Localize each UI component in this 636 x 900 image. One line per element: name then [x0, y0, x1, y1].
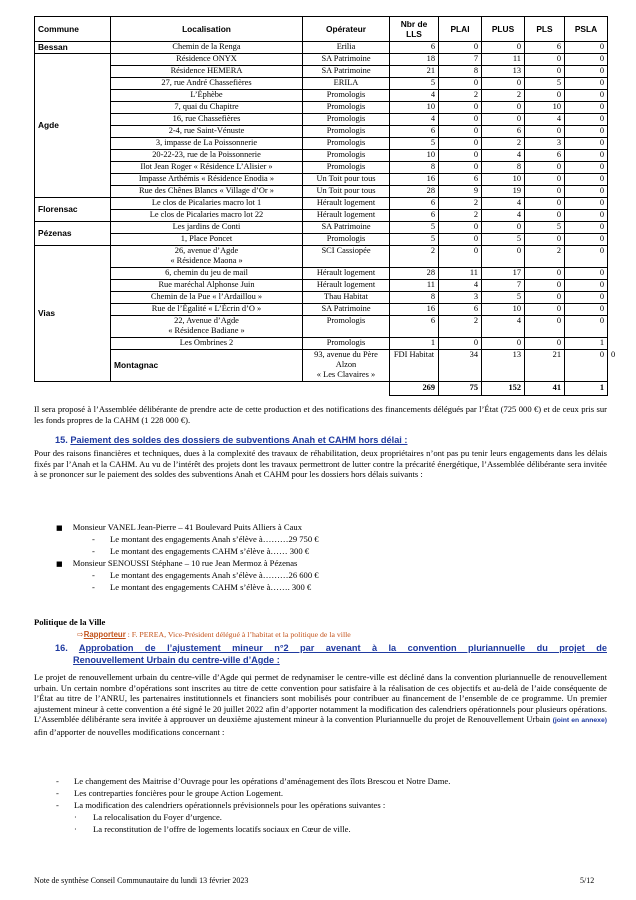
cell-plus: 0 [482, 78, 525, 90]
localisation-line: Les jardins de Conti [172, 222, 241, 231]
subitem-reconstitution-text: La reconstitution de l’offre de logements locatifs sociaux en Cœur de ville. [93, 824, 351, 834]
cell-nbr-lls: 16 [390, 174, 439, 186]
cell-plus: 5 [482, 291, 525, 303]
cell-operateur: Promologis [303, 337, 390, 349]
section-16-body-b: afin d’apporter de nouvelles modifications concernant : [34, 726, 225, 737]
item-contreparties-text: Les contreparties foncières pour le groupe Action Logement. [74, 788, 284, 798]
cell-plai: 0 [439, 42, 482, 54]
table-row [35, 78, 608, 90]
cell-psla: 0 [565, 90, 608, 102]
cell-plai: 0 [439, 162, 482, 174]
cell-nbr-lls: 16 [390, 303, 439, 315]
cell-localisation [111, 150, 303, 162]
table-row [35, 267, 608, 279]
cell-localisation [111, 42, 303, 54]
cell-psla: 0 [565, 114, 608, 126]
cell-nbr-lls: 4 [390, 114, 439, 126]
localisation-line: Rue des Chênes Blancs « Village d’Or » [139, 186, 274, 195]
localisation-line: 27, rue André Chassefières [161, 78, 252, 87]
cell-operateur: Hérault logement [303, 210, 390, 222]
cell-plus: 0 [482, 102, 525, 114]
localisation-line: 20-22-23, rue de la Poissonnerie [152, 150, 261, 159]
section-16-heading-1: Approbation de l’ajustement mineur n°2 par avenant à la convention pluriannuelle du projet de [78, 643, 607, 653]
cell-plus: 8 [482, 162, 525, 174]
cell-operateur: Promologis [303, 126, 390, 138]
cell-plus: 19 [482, 186, 525, 198]
footer-title: Note de synthèse Conseil Communautaire du lundi 13 février 2023 [34, 876, 249, 885]
cell-operateur: SA Patrimoine [303, 222, 390, 234]
cell-localisation [111, 291, 303, 303]
cell-operateur: Erilia [303, 42, 390, 54]
cell-localisation [111, 114, 303, 126]
localisation-line: Le clos de Picalaries macro lot 1 [151, 198, 262, 207]
header-plai: PLAI [439, 17, 482, 42]
cell-pls: 0 [525, 267, 565, 279]
cell-nbr-lls: 10 [390, 102, 439, 114]
table-row [35, 303, 608, 315]
cell-pls: 0 [525, 90, 565, 102]
cell-operateur: Promologis [303, 234, 390, 246]
cell-localisation [111, 90, 303, 102]
owner-1 [56, 522, 302, 534]
cell-localisation [111, 138, 303, 150]
cell-plai: 0 [439, 78, 482, 90]
localisation-line: 22, Avenue d’Agde [174, 315, 239, 325]
rapporteur-label: Rapporteur [83, 630, 126, 639]
cell-nbr-lls: 6 [390, 210, 439, 222]
localisation-line: 1, Place Poncet [180, 234, 233, 243]
cell-plus: 0 [482, 42, 525, 54]
cell-psla: 0 [565, 150, 608, 162]
table-row [35, 186, 608, 198]
cell-localisation [111, 246, 303, 268]
total-psla: 1 [565, 381, 608, 395]
cell-nbr-lls: 6 [390, 315, 439, 337]
cell-operateur: Hérault logement [303, 198, 390, 210]
cell-nbr-lls: 4 [390, 90, 439, 102]
section-16-body [34, 672, 607, 738]
header-commune: Commune [35, 17, 111, 42]
localisation-line: Impasse Arthémis « Résidence Enodia » [138, 174, 275, 183]
cell-psla: 0 [565, 210, 608, 222]
cell-localisation [111, 315, 303, 337]
cell-operateur: SA Patrimoine [303, 54, 390, 66]
cell-plai: 9 [439, 186, 482, 198]
cell-nbr-lls: 6 [390, 126, 439, 138]
total-nbr-lls: 269 [390, 381, 439, 395]
cell-plus: 13 [482, 66, 525, 78]
cell-plai: 0 [439, 337, 482, 349]
table-body [35, 42, 616, 396]
cell-nbr-lls: 6 [390, 42, 439, 54]
owner-2-cahm-text: Le montant des engagements CAHM s’élève à……. 300 € [110, 582, 312, 592]
cell-localisation [111, 66, 303, 78]
cell-psla: 0 [565, 222, 608, 234]
cell-plai: 13 [482, 349, 525, 381]
cell-plai: 0 [439, 138, 482, 150]
cell-commune: Bessan [35, 42, 111, 54]
table-row [35, 150, 608, 162]
cell-psla: 0 [565, 126, 608, 138]
localisation-line: 2-4, rue Saint-Vénuste [168, 126, 245, 135]
cell-psla: 0 [565, 42, 608, 54]
cell-localisation [111, 337, 303, 349]
cell-nbr-lls: 28 [390, 186, 439, 198]
table-row [35, 174, 608, 186]
cell-plus: 11 [482, 54, 525, 66]
total-plai: 75 [439, 381, 482, 395]
cell-plus: 4 [482, 198, 525, 210]
localisation-line: 3, impasse de La Poissonnerie [155, 138, 258, 147]
cell-pls: 0 [525, 303, 565, 315]
cell-plus: 5 [482, 234, 525, 246]
page-number: 5/12 [580, 876, 595, 885]
cell-plai: 0 [439, 150, 482, 162]
owner-2-label: Monsieur SENOUSSI Stéphane – 10 rue Jean Mermoz à Pézenas [72, 558, 298, 568]
cell-nbr-lls: 5 [390, 222, 439, 234]
cell-plai: 2 [439, 210, 482, 222]
cell-pls: 0 [525, 315, 565, 337]
cell-plai: 0 [439, 114, 482, 126]
cell-nbr-lls: 5 [390, 138, 439, 150]
localisation-line: Le clos de Picalaries macro lot 22 [149, 210, 264, 219]
politique-heading: Politique de la Ville [34, 617, 106, 627]
cell-pls: 3 [525, 138, 565, 150]
table-row [35, 246, 608, 268]
rapporteur-text: : F. PEREA, Vice-Président délégué à l’habitat et la politique de la ville [125, 630, 351, 639]
cell-operateur: ERILA [303, 78, 390, 90]
cell-operateur: Promologis [303, 114, 390, 126]
cell-operateur: Promologis [303, 102, 390, 114]
table-row [35, 126, 608, 138]
table-header-row [35, 17, 608, 42]
cell-pls: 0 [525, 54, 565, 66]
cell-operateur: Promologis [303, 315, 390, 337]
cell-plus: 4 [482, 315, 525, 337]
cell-psla: 0 [565, 303, 608, 315]
section-16-number: 16. [55, 643, 68, 653]
cell-pls: 6 [525, 150, 565, 162]
section-15-title [55, 434, 407, 446]
cell-pls: 5 [525, 78, 565, 90]
section-16-title [55, 642, 607, 666]
subitem-foyer-text: La relocalisation du Foyer d’urgence. [93, 812, 222, 822]
cell-operateur: SA Patrimoine [303, 66, 390, 78]
cell-pls: 6 [525, 42, 565, 54]
cell-psla: 0 [565, 291, 608, 303]
table-row [35, 42, 608, 54]
cell-plus: 6 [482, 126, 525, 138]
table-row [35, 162, 608, 174]
cell-operateur: Promologis [303, 138, 390, 150]
cell-localisation [111, 54, 303, 66]
cell-operateur: Promologis [303, 162, 390, 174]
cell-plai: 2 [439, 315, 482, 337]
cell-pls: 0 [525, 186, 565, 198]
cell-localisation [111, 267, 303, 279]
cell-nbr-lls: 28 [390, 267, 439, 279]
cell-plai: 0 [439, 102, 482, 114]
cell-nbr-lls: 6 [390, 198, 439, 210]
cell-nbr-lls: 34 [439, 349, 482, 381]
cell-plus: 21 [525, 349, 565, 381]
cell-pls: 0 [525, 291, 565, 303]
cell-plai: 6 [439, 174, 482, 186]
cell-plus: 4 [482, 150, 525, 162]
cell-operateur: SCI Cassiopée [303, 246, 390, 268]
cell-commune: Vias [35, 246, 111, 382]
cell-pls: 0 [525, 279, 565, 291]
cell-pls: 0 [525, 162, 565, 174]
cell-localisation [111, 78, 303, 90]
cell-plus: 0 [482, 114, 525, 126]
table-row [35, 291, 608, 303]
cell-plus: 2 [482, 138, 525, 150]
cell-localisation [111, 234, 303, 246]
cell-plus: 10 [482, 174, 525, 186]
cell-plai: 4 [439, 279, 482, 291]
cell-psla: 0 [565, 162, 608, 174]
joint-annexe-note: (joint en annexe) [552, 717, 608, 725]
table-row [35, 234, 608, 246]
cell-commune: Agde [35, 54, 111, 198]
localisation-line: Résidence HEMERA [170, 66, 243, 75]
cell-nbr-lls: 8 [390, 162, 439, 174]
cell-plus: 10 [482, 303, 525, 315]
table-row [35, 315, 608, 337]
cell-nbr-lls: 10 [390, 150, 439, 162]
paragraph-financements: Il sera proposé à l’Assemblée délibérante de prendre acte de cette production et des notifications des financements délégués par l’État (725 000 €) et de ceux pris sur les fonds propres de la CAHM (1 228 000 €). [34, 404, 607, 425]
cell-plus: 0 [482, 337, 525, 349]
cell-plai: 3 [439, 291, 482, 303]
cell-nbr-lls: 5 [390, 234, 439, 246]
cell-operateur: Un Toit pour tous [303, 174, 390, 186]
owner-1-cahm-text: Le montant des engagements CAHM s’élève à…… 300 € [110, 546, 310, 556]
square-bullet-icon: ■ [56, 524, 63, 532]
cell-localisation [111, 186, 303, 198]
cell-commune: Pézenas [35, 222, 111, 246]
item-calendriers-text: La modification des calendriers opérationnels prévisionnels pour les opérations suivantes : [74, 800, 386, 810]
cell-psla: 0 [565, 66, 608, 78]
section-15-heading: Paiement des soldes des dossiers de subventions Anah et CAHM hors délai : [70, 435, 408, 445]
cell-localisation [111, 303, 303, 315]
cell-localisation [303, 349, 390, 381]
item-contreparties: - Les contreparties foncières pour le groupe Action Logement. [56, 788, 284, 798]
cell-plus: 2 [482, 90, 525, 102]
cell-pls: 2 [525, 246, 565, 268]
localisation-line: 7, quai du Chapitre [174, 102, 239, 111]
table-row [35, 138, 608, 150]
cell-plai: 0 [439, 246, 482, 268]
total-pls: 41 [525, 381, 565, 395]
cell-plai: 7 [439, 54, 482, 66]
cell-plai: 0 [439, 222, 482, 234]
cell-psla: 0 [565, 186, 608, 198]
subitem-reconstitution: · La reconstitution de l’offre de logements locatifs sociaux en Cœur de ville. [74, 824, 351, 834]
cell-localisation [111, 279, 303, 291]
owner-2 [56, 558, 297, 570]
localisation-line: Chemin de la Renga [172, 42, 241, 51]
owner-2-anah-text: Le montant des engagements Anah s’élève à………26 600 € [110, 570, 319, 580]
localisation-line: Les Ombrines 2 [179, 337, 234, 347]
cell-psla: 0 [565, 279, 608, 291]
localisation-line: 6, chemin du jeu de mail [165, 267, 248, 277]
table-row [35, 210, 608, 222]
cell-psla: 0 [565, 54, 608, 66]
localisation-line: L’Éphèbe [190, 90, 223, 99]
table-row [35, 90, 608, 102]
cell-pls: 0 [525, 210, 565, 222]
cell-psla: 0 [565, 315, 608, 337]
cell-plus: 0 [482, 222, 525, 234]
localisation-line: « Résidence Badiane » [168, 326, 245, 336]
cell-plai: 0 [439, 234, 482, 246]
subitem-foyer: · La relocalisation du Foyer d’urgence. [74, 812, 222, 822]
owner-1-anah: - Le montant des engagements Anah s’élève à………29 750 € [92, 534, 319, 544]
cell-localisation [111, 210, 303, 222]
header-localisation: Localisation [111, 17, 303, 42]
table-row [35, 54, 608, 66]
owner-1-anah-text: Le montant des engagements Anah s’élève à………29 750 € [110, 534, 319, 544]
localisation-line: Chemin de la Pue « l’Ardaillou » [150, 291, 263, 301]
cell-localisation [111, 174, 303, 186]
cell-psla: 0 [565, 234, 608, 246]
cell-plai: 11 [439, 267, 482, 279]
localisation-line: « Les Clavaires » [316, 370, 376, 380]
cell-plai: 0 [439, 126, 482, 138]
cell-pls: 0 [525, 198, 565, 210]
cell-plai: 6 [439, 303, 482, 315]
cell-pls: 0 [525, 234, 565, 246]
cell-operateur: Un Toit pour tous [303, 186, 390, 198]
cell-psla: 0 [565, 198, 608, 210]
cell-nbr-lls: 8 [390, 291, 439, 303]
rapporteur-line [77, 630, 351, 639]
header-operateur: Opérateur [303, 17, 390, 42]
owner-1-label: Monsieur VANEL Jean-Pierre – 41 Boulevard Puits Alliers à Caux [72, 522, 302, 532]
section-15-number: 15. [55, 435, 68, 445]
localisation-line: Rue de l’Égalité « L’Écrin d’O » [151, 303, 262, 313]
table-row [35, 198, 608, 210]
table-row [35, 66, 608, 78]
localisation-line: Ilot Jean Roger « Résidence L’Alisier » [140, 162, 273, 171]
owner-2-anah: - Le montant des engagements Anah s’élève à………26 600 € [92, 570, 319, 580]
arrow-right-icon: ⇨ [77, 630, 84, 639]
lls-table [34, 16, 616, 396]
cell-nbr-lls: 18 [390, 54, 439, 66]
cell-pls: 0 [565, 349, 608, 381]
cell-pls: 0 [525, 337, 565, 349]
total-plus: 152 [482, 381, 525, 395]
cell-pls: 5 [525, 222, 565, 234]
cell-psla: 0 [565, 138, 608, 150]
cell-plus: 7 [482, 279, 525, 291]
header-pls: PLS [525, 17, 565, 42]
cell-nbr-lls: 11 [390, 279, 439, 291]
table-row [35, 114, 608, 126]
owner-1-cahm: - Le montant des engagements CAHM s’élève à…… 300 € [92, 546, 310, 556]
header-plus: PLUS [482, 17, 525, 42]
localisation-line: « Résidence Maona » [170, 256, 243, 266]
cell-operateur: Hérault logement [303, 267, 390, 279]
cell-nbr-lls: 2 [390, 246, 439, 268]
item-maitrise-text: Le changement des Maitrise d’Ouvrage pour les opérations d’aménagement des îlots Brescou et Notre Dame. [74, 776, 451, 786]
cell-pls: 0 [525, 174, 565, 186]
table-row [35, 337, 608, 349]
cell-plus: 0 [482, 246, 525, 268]
cell-plai: 8 [439, 66, 482, 78]
cell-localisation [111, 162, 303, 174]
cell-operateur: Promologis [303, 90, 390, 102]
section-16-body-a: Le projet de renouvellement urbain du centre-ville d’Agde qui permet de redynamiser le centre-ville est décliné dans la convention pluriannuelle de renouvellement urbain. Un certain nombre d’opérations sont inscrites au titre de cette convention pour satisfaire à la réalisation de ces objectifs et au-delà de l’aide conséquente de l’État au titre de l’ANRU, les partenaires institutionnels et financiers sont mobilisés pour contribuer au financement de l’ensemble de ce programme. Un premier ajustement mineur à cette convention a été signé le 20 juillet 2022 afin d’apporter notamment la modification des calendriers opérationnels pour plusieurs opérations. L’Assemblée délibérante sera invitée à approuver un deuxième ajustement mineur à la convention Pluriannuelle du projet de Renouvellement Urbain [34, 672, 607, 725]
cell-psla: 0 [565, 78, 608, 90]
cell-psla: 1 [565, 337, 608, 349]
table-row [35, 102, 608, 114]
item-calendriers: - La modification des calendriers opérationnels prévisionnels pour les opérations suivantes : [56, 800, 386, 810]
cell-psla: 0 [565, 246, 608, 268]
localisation-line: 26, avenue d’Agde [174, 246, 239, 255]
localisation-line: Rue maréchal Alphonse Juin [158, 279, 255, 289]
cell-nbr-lls: 5 [390, 78, 439, 90]
cell-plai: 2 [439, 90, 482, 102]
section-16-heading-2: Renouvellement Urbain du centre-ville d’Agde : [73, 655, 280, 665]
section-15-body: Pour des raisons financières et techniques, dues à la complexité des travaux de réhabilitation, deux propriétaires n’ont pas pu tenir leurs engagements dans les délais fixés par l’Anah et la CAHM. Au vu de l’intérêt des projets dont les travaux permettront de lutter contre la précarité énergétique, l’Assemblée délibérante sera invitée à se prononcer sur le paiement des soldes des subventions Anah et CAHM pour les dossiers hors délais suivants : [34, 448, 607, 480]
table-row [35, 279, 608, 291]
totals-spacer [35, 381, 390, 395]
table-row: Montagnac 93, avenue du Père Alzon « Les Clavaires » FDI Habitat 34 13 21 0 0 [35, 349, 608, 381]
cell-plus: 4 [482, 210, 525, 222]
cell-plus: 17 [482, 267, 525, 279]
cell-plai: 2 [439, 198, 482, 210]
square-bullet-icon: ■ [56, 560, 63, 568]
localisation-line: 93, avenue du Père Alzon [314, 349, 378, 370]
item-maitrise: - Le changement des Maitrise d’Ouvrage pour les opérations d’aménagement des îlots Brescou et Notre Dame. [56, 776, 451, 786]
cell-pls: 0 [525, 66, 565, 78]
header-nbr-lls: Nbr de LLS [390, 17, 439, 42]
cell-commune: Florensac [35, 198, 111, 222]
localisation-line: 16, rue Chassefières [172, 114, 241, 123]
cell-pls: 0 [525, 126, 565, 138]
cell-operateur: Promologis [303, 150, 390, 162]
cell-commune: Montagnac [111, 349, 303, 381]
cell-operateur: Hérault logement [303, 279, 390, 291]
cell-localisation [111, 222, 303, 234]
cell-psla: 0 [565, 102, 608, 114]
cell-operateur: FDI Habitat [390, 349, 439, 381]
cell-localisation [111, 102, 303, 114]
cell-nbr-lls: 21 [390, 66, 439, 78]
table-row [35, 222, 608, 234]
cell-operateur: Thau Habitat [303, 291, 390, 303]
cell-nbr-lls: 1 [390, 337, 439, 349]
cell-pls: 4 [525, 114, 565, 126]
cell-psla: 0 [565, 267, 608, 279]
totals-row [35, 381, 608, 395]
cell-localisation [111, 126, 303, 138]
cell-pls: 10 [525, 102, 565, 114]
owner-2-cahm: - Le montant des engagements CAHM s’élève à……. 300 € [92, 582, 312, 592]
cell-operateur: SA Patrimoine [303, 303, 390, 315]
cell-psla: 0 [565, 174, 608, 186]
header-psla: PSLA [565, 17, 608, 42]
cell-localisation [111, 198, 303, 210]
localisation-line: Résidence ONYX [176, 54, 237, 63]
